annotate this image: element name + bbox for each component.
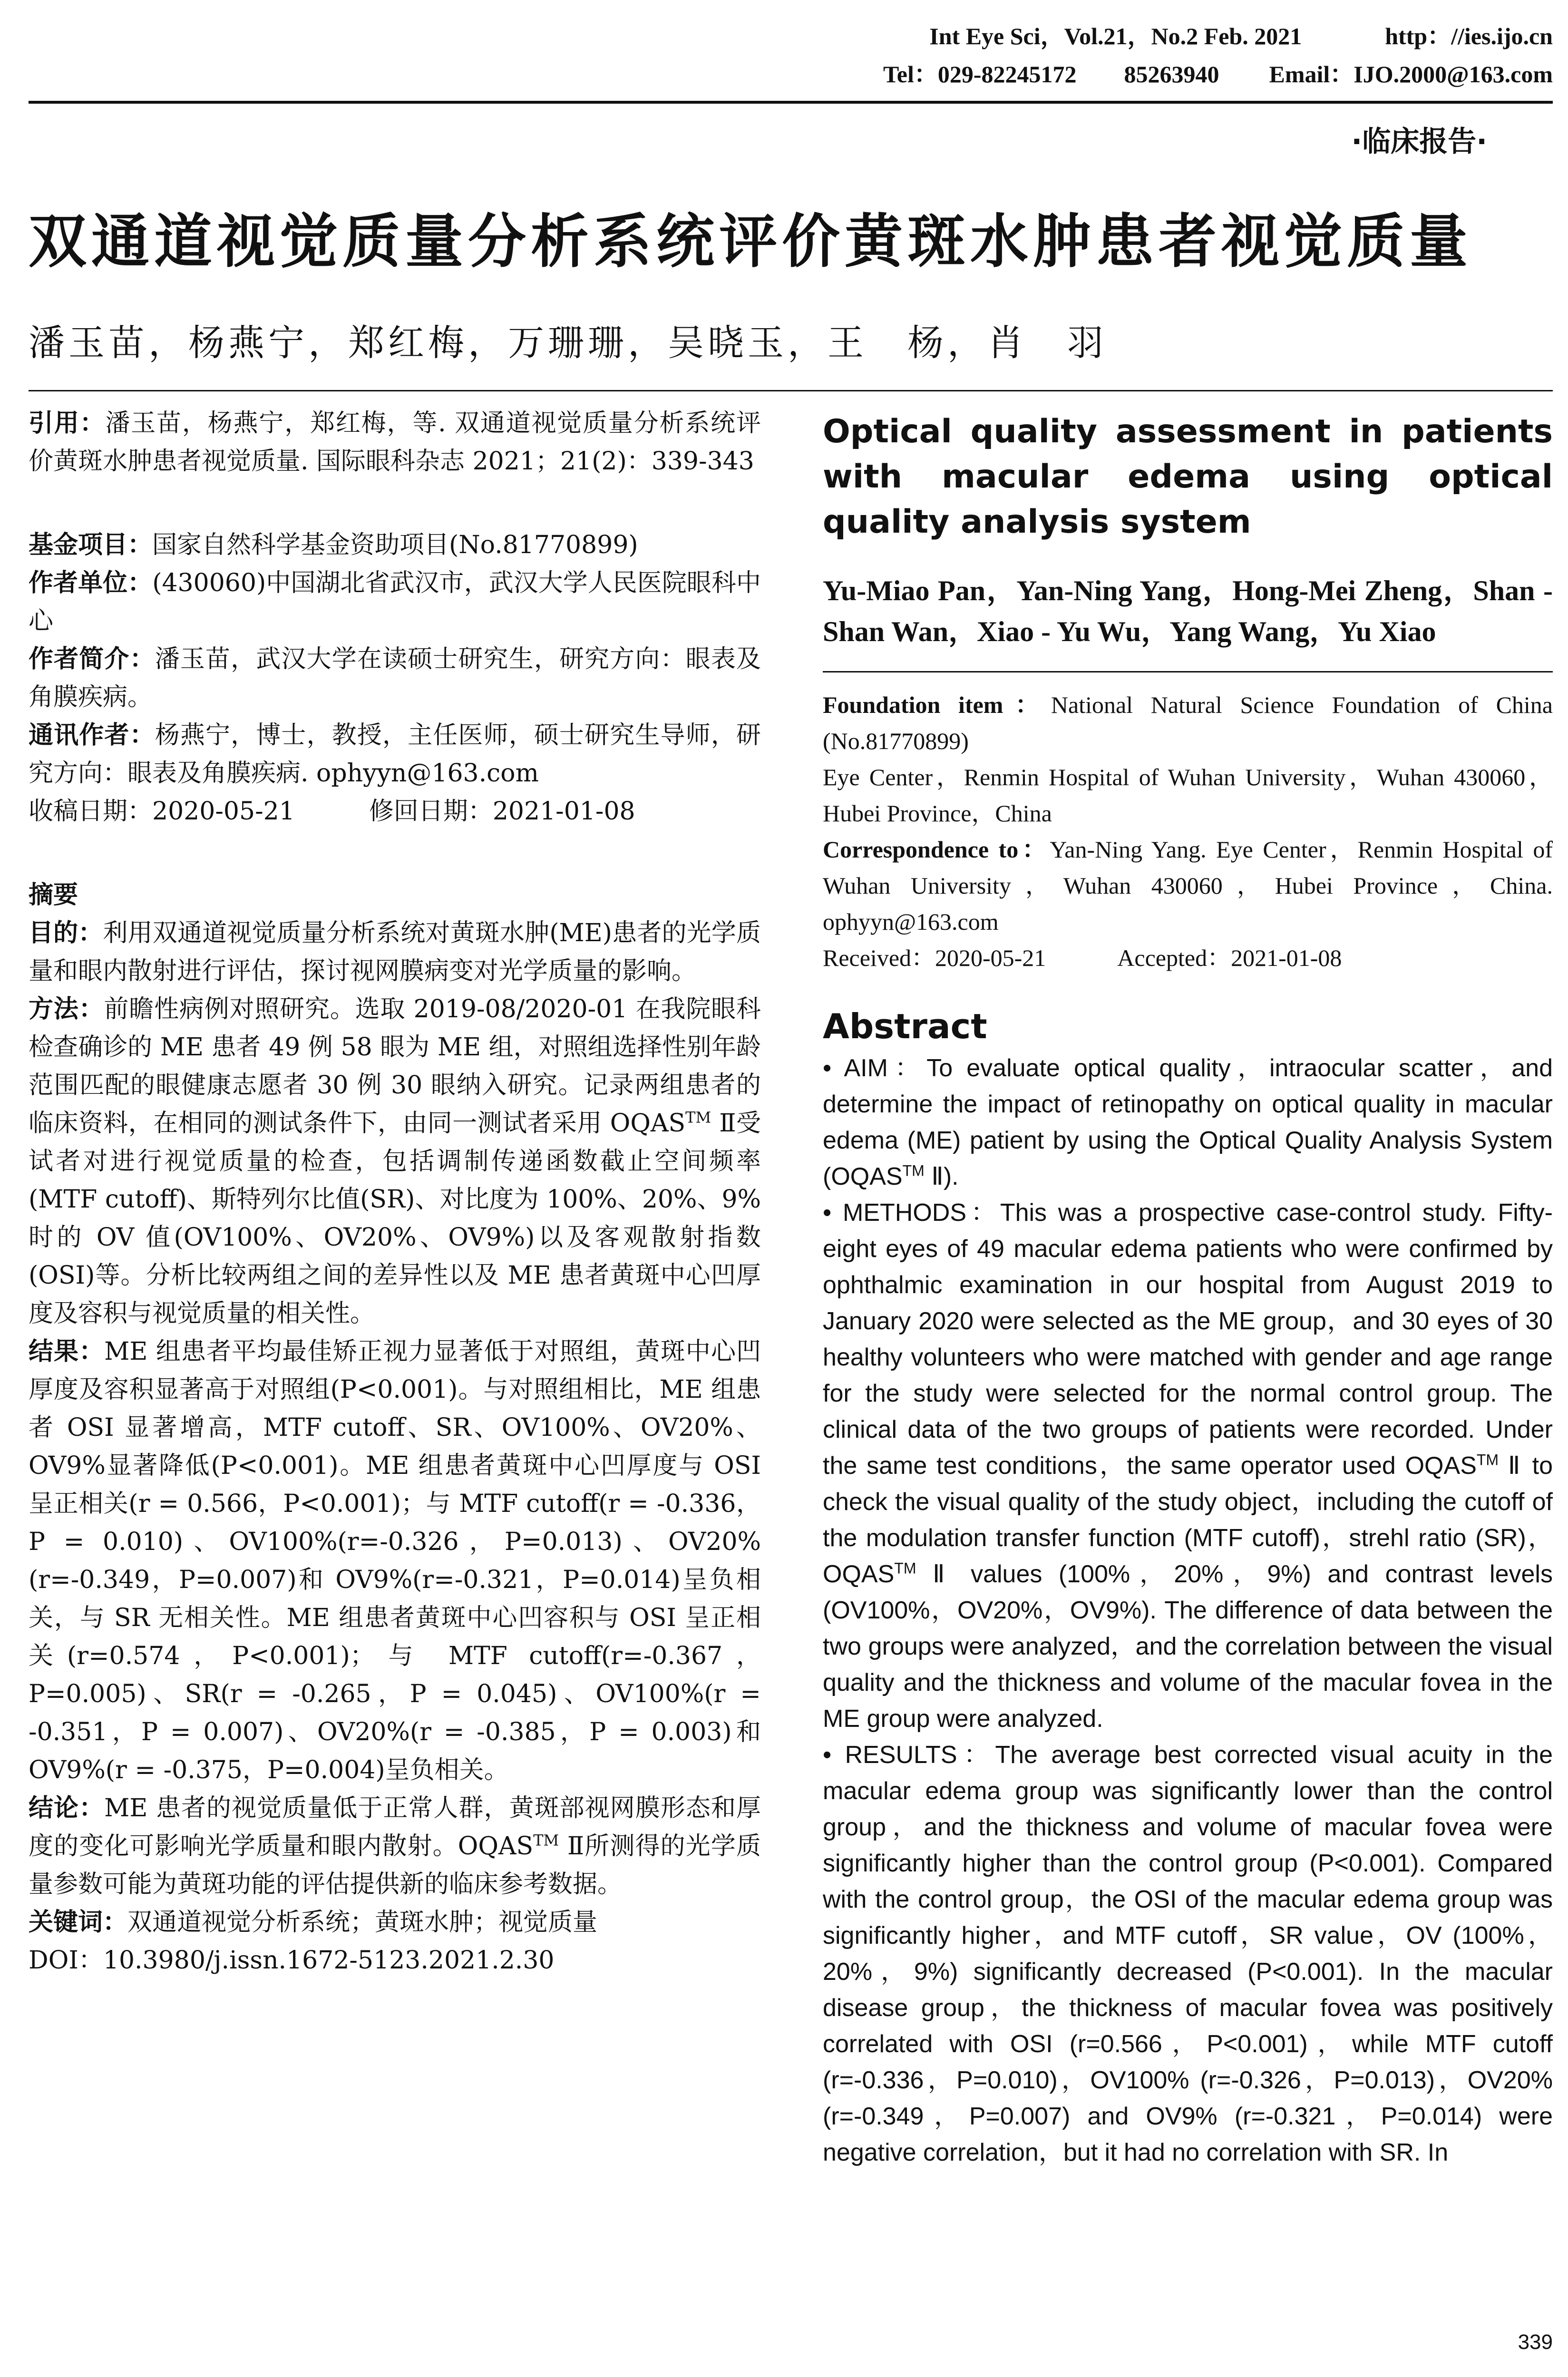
foundation-item: Foundation item：National Natural Science Foundation of China (No.81770899) <box>823 692 1553 754</box>
abstract-methods-cn: 方法：前瞻性病例对照研究。选取 2019-08/2020-01 在我院眼科检查确诊的 ME 患者 49 例 58 眼为 ME 组，对照组选择性别年龄范围匹配的眼健康志愿者 30 例 30 眼纳入研究。记录两组患者的临床资料，在相同的测试条件下，由同一测试者采用 OQAS™ Ⅱ受试者对进行视觉质量的检查，包括调制传递函数截止空间频率(MTF cutoff)、斯特列尔比值(SR)、对比度为 100%、20%、9%时的 OV 值(OV100%、OV20%、OV9%)以及客观散射指数(OSI)等。分析比较两组之间的差异性以及 ME 患者黄斑中心凹厚度及容积与视觉质量的相关性。 <box>29 995 761 1328</box>
abstract-heading-en: Abstract <box>823 1006 987 1046</box>
affiliation: 作者单位：(430060)中国湖北省武汉市，武汉大学人民医院眼科中心 <box>29 569 761 635</box>
abstract-conclusion-cn: 结论：ME 患者的视觉质量低于正常人群，黄斑部视网膜形态和厚度的变化可影响光学质量和眼内散射。OQAS™ Ⅱ所测得的光学质量参数可能为黄斑功能的评估提供新的临床参考数据。 <box>29 1794 761 1899</box>
journal-info: Int Eye Sci，Vol.21，No.2 Feb. 2021 <box>929 23 1302 49</box>
abstract-methods-en: • METHODS：This was a prospective case-control study. Fifty-eight eyes of 49 macular edema patients who were confirmed by ophthalmic examination in our hospital from August 2019 to January 2020 were selected as the ME group，and 30 eyes of 30 healthy volunteers who were matched with gender and age range for the study were selected for the normal control group. The clinical data of the two groups of patients were recorded. Under the same test conditions，the same operator used OQAS™ Ⅱ to check the visual quality of the study object，including the cutoff of the modulation transfer function (MTF cutoff)，strehl ratio (SR)，OQAS™ Ⅱ values (100%，20%，9%) and contrast levels (OV100%，OV20%，OV9%). The difference of data between the two groups were analyzed，and the correlation between the visual quality and the thickness and volume of the macular fovea in the ME group were analyzed. <box>823 1199 1553 1733</box>
received-date: 收稿日期：2020-05-21 修回日期：2021-01-08 <box>29 797 635 826</box>
journal-tel: Tel：029-82245172 85263940 <box>883 61 1219 88</box>
abstract-aim-en: • AIM：To evaluate optical quality，intraocular scatter，and determine the impact of retinopathy on optical quality in macular edema (ME) patient by using the Optical Quality Analysis System (OQAS™ Ⅱ). <box>823 1054 1553 1190</box>
english-affiliation: Eye Center，Renmin Hospital of Wuhan University，Wuhan 430060，Hubei Province，China <box>823 764 1553 827</box>
running-header <box>883 17 1553 93</box>
abstract-results-cn: 结果：ME 组患者平均最佳矫正视力显著低于对照组，黄斑中心凹厚度及容积显著高于对照组(P<0.001)。与对照组相比，ME 组患者 OSI 显著增高，MTF cutoff、SR、OV100%、OV20%、OV9%显著降低(P<0.001)。ME 组患者黄斑中心凹厚度与 OSI 呈正相关(r = 0.566，P<0.001)；与 MTF cutoff(r = -0.336，P = 0.010)、OV100%(r=-0.326，P=0.013)、OV20%(r=-0.349，P=0.007)和 OV9%(r=-0.321，P=0.014)呈负相关，与 SR 无相关性。ME 组患者黄斑中心凹容积与 OSI 呈正相关(r=0.574，P<0.001)；与 MTF cutoff(r=-0.367，P=0.005)、SR(r = -0.265，P = 0.045)、OV100%(r = -0.351，P = 0.007)、OV20%(r = -0.385，P = 0.003)和 OV9%(r = -0.375，P=0.004)呈负相关。 <box>29 1337 761 1784</box>
journal-url[interactable]: http：//ies.ijo.cn <box>1385 23 1553 49</box>
keywords-cn: 关键词：双通道视觉分析系统；黄斑水肿；视觉质量 <box>29 1908 598 1937</box>
section-label: ·临床报告· <box>1351 125 1487 158</box>
authors-chinese: 潘玉苗，杨燕宁，郑红梅，万珊珊，吴晓玉，王 杨，肖 羽 <box>29 321 1107 364</box>
article-title: 双通道视觉质量分析系统评价黄斑水肿患者视觉质量 <box>29 208 1472 275</box>
correspondence: Correspondence to：Yan-Ning Yang. Eye Center，Renmin Hospital of Wuhan University，Wuhan 430060，Hubei Province，China. ophyyn@163.com <box>823 836 1553 935</box>
header-rule <box>29 101 1553 104</box>
page-number: 339 <box>1518 2330 1553 2354</box>
journal-email[interactable]: Email：IJO.2000@163.com <box>1269 61 1553 88</box>
doi[interactable]: DOI：10.3980/j.issn.1672-5123.2021.2.30 <box>29 1946 555 1975</box>
fund-info: 基金项目：国家自然科学基金资助项目(No.81770899) <box>29 531 638 559</box>
author-bio: 作者简介：潘玉苗，武汉大学在读硕士研究生，研究方向：眼表及角膜疾病。 <box>29 645 761 711</box>
left-column <box>29 404 761 1979</box>
english-authors: Yu-Miao Pan，Yan-Ning Yang，Hong-Mei Zheng，Shan - Shan Wan，Xiao - Yu Wu，Yang Wang，Yu Xiao <box>823 575 1553 647</box>
corresponding-author: 通讯作者：杨燕宁，博士，教授，主任医师，硕士研究生导师，研究方向：眼表及角膜疾病. ophyyn@163.com <box>29 721 761 788</box>
abstract-heading-cn: 摘要 <box>29 881 78 909</box>
title-rule <box>29 390 1553 391</box>
abstract-results-en: • RESULTS：The average best corrected visual acuity in the macular edema group was significantly lower than the control group，and the thickness and volume of macular fovea were significantly higher than the control group (P<0.001). Compared with the control group，the OSI of the macular edema group was significantly higher，and MTF cutoff，SR value，OV (100%，20%，9%) significantly decreased (P<0.001). In the macular disease group，the thickness of macular fovea was positively correlated with OSI (r=0.566，P<0.001)，while MTF cutoff (r=-0.336，P=0.010)，OV100% (r=-0.326，P=0.013)，OV20% (r=-0.349，P=0.007) and OV9% (r=-0.321，P=0.014) were negative correlation，but it had no correlation with SR. In <box>823 1741 1553 2166</box>
english-title: Optical quality assessment in patients with macular edema using optical quality analysis system <box>823 413 1553 541</box>
citation: 引用：潘玉苗，杨燕宁，郑红梅，等. 双通道视觉质量分析系统评价黄斑水肿患者视觉质量. 国际眼科杂志 2021；21(2)：339-343 <box>29 409 761 476</box>
english-received: Received：2020-05-21 Accepted：2021-01-08 <box>823 945 1342 971</box>
right-column <box>823 404 1553 2171</box>
english-rule <box>823 671 1553 672</box>
abstract-aim-cn: 目的：利用双通道视觉质量分析系统对黄斑水肿(ME)患者的光学质量和眼内散射进行评估，探讨视网膜病变对光学质量的影响。 <box>29 919 761 985</box>
